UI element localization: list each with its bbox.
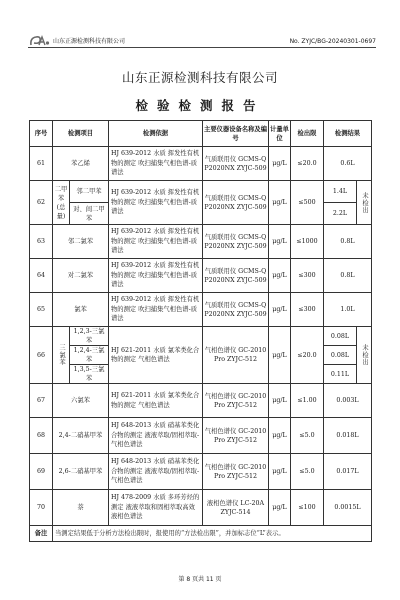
row-item: 2,4-二硝基甲苯 xyxy=(53,418,109,454)
col-basis: 检测依据 xyxy=(109,121,203,147)
table-row xyxy=(30,384,372,418)
row-unit: μg/L xyxy=(269,259,291,293)
table-row xyxy=(30,225,372,259)
col-limit: 检出限 xyxy=(291,121,324,147)
row-basis: HJ 639-2012 水质 挥发性有机物的测定 吹扫捕集气相色谱-质谱法 xyxy=(109,181,203,225)
row-seq: 62 xyxy=(30,181,53,225)
row-item: 苯乙烯 xyxy=(53,147,109,181)
row-result: 0.018L xyxy=(324,418,372,454)
row-limit: ≤1.00 xyxy=(291,384,324,418)
header-company-name: 山东正源检测科技有限公司 xyxy=(53,38,126,45)
row-unit: μg/L xyxy=(269,293,291,327)
row-item xyxy=(53,327,70,384)
col-item: 检测项目 xyxy=(53,121,109,147)
row-seq: 67 xyxy=(30,384,53,418)
row-unit: μg/L xyxy=(269,418,291,454)
row-item: 氯苯 xyxy=(53,293,109,327)
table-row xyxy=(30,418,372,454)
table-row xyxy=(30,490,372,526)
col-instrument: 主要仪器设备名称及编号 xyxy=(203,121,269,147)
row-instrument: 气质联用仪 GCMS-QP2020NX ZYJC-509 xyxy=(203,259,269,293)
row-instrument: 气相色谱仪 GC-2010Pro ZYJC-512 xyxy=(203,418,269,454)
row-basis: HJ 639-2012 水质 挥发性有机物的测定 吹扫捕集气相色谱-质谱法 xyxy=(109,293,203,327)
row-subitem: 1,3,5-三氯苯 xyxy=(70,365,109,384)
row-result: 0.8L xyxy=(324,259,372,293)
row-item: 2,6-二硝基甲苯 xyxy=(53,454,109,490)
row-result: 1.0L xyxy=(324,293,372,327)
row-subitem: 1,2,4-三氯苯 xyxy=(70,346,109,365)
page-number: 第 8 页共 11 页 xyxy=(178,576,222,583)
row-seq: 68 xyxy=(30,418,53,454)
row-limit: ≤5.0 xyxy=(291,454,324,490)
row-seq: 61 xyxy=(30,147,53,181)
merged-result-text: 未检出 xyxy=(361,191,368,214)
row-subitem: 1,2,3-三氯苯 xyxy=(70,327,109,346)
table-row xyxy=(30,327,372,346)
row-instrument: 气相色谱仪 GC-2010Pro ZYJC-512 xyxy=(203,384,269,418)
table-row xyxy=(30,181,372,203)
row-limit: ≤300 xyxy=(291,259,324,293)
row-item: 六氯苯 xyxy=(53,384,109,418)
row-instrument: 气质联用仪 GCMS-QP2020NX ZYJC-509 xyxy=(203,225,269,259)
row-result: 1.4L xyxy=(324,181,357,203)
table-row xyxy=(30,259,372,293)
row-instrument: 气质联用仪 GCMS-QP2020NX ZYJC-509 xyxy=(203,181,269,225)
row-result: 0.017L xyxy=(324,454,372,490)
merged-result-text: 未检出 xyxy=(361,344,368,366)
row-instrument: 气质联用仪 GCMS-QP2020NX ZYJC-509 xyxy=(203,293,269,327)
row-unit: μg/L xyxy=(269,327,291,384)
row-result: 0.003L xyxy=(324,384,372,418)
col-seq: 序号 xyxy=(30,121,53,147)
results-table xyxy=(29,120,372,542)
col-result: 检测结果 xyxy=(324,121,372,147)
remark-label: 备注 xyxy=(30,526,53,542)
row-limit: ≤5.0 xyxy=(291,418,324,454)
row-basis: HJ 621-2011 水质 氯苯类化合物的测定 气相色谱法 xyxy=(109,327,203,384)
row-basis: HJ 621-2011 水质 氯苯类化合物的测定 气相色谱法 xyxy=(109,384,203,418)
page-header xyxy=(28,33,376,48)
row-instrument: 气相色谱仪 GC-2010Pro ZYJC-512 xyxy=(203,454,269,490)
row-seq: 65 xyxy=(30,293,53,327)
row-basis: HJ 639-2012 水质 挥发性有机物的测定 吹扫捕集气相色谱-质谱法 xyxy=(109,225,203,259)
row-seq: 63 xyxy=(30,225,53,259)
row-unit: μg/L xyxy=(269,225,291,259)
table-row xyxy=(30,454,372,490)
row-result: 0.6L xyxy=(324,147,372,181)
row-item: 二甲苯(总量) xyxy=(53,181,70,225)
row-seq: 66 xyxy=(30,327,53,384)
row-result: 0.08L xyxy=(324,327,357,346)
row-item: 萘 xyxy=(53,490,109,526)
row-limit: ≤500 xyxy=(291,181,324,225)
row-limit: ≤20.0 xyxy=(291,147,324,181)
row-unit: μg/L xyxy=(269,454,291,490)
row-unit: μg/L xyxy=(269,181,291,225)
row-merged-result xyxy=(357,181,372,225)
row-result: 0.11L xyxy=(324,365,357,384)
row-subitem: 邻二甲苯 xyxy=(70,181,109,203)
col-unit: 计量单位 xyxy=(269,121,291,147)
row-instrument: 气质联用仪 GCMS-QP2020NX ZYJC-509 xyxy=(203,147,269,181)
row-unit: μg/L xyxy=(269,384,291,418)
row-basis: HJ 648-2013 水质 硝基苯类化合物的测定 液液萃取/固相萃取-气相色谱法 xyxy=(109,418,203,454)
remark-text: 当测定结果低于分析方法检出限时，报使用的“方法检出限”，并加标志位“L”表示。 xyxy=(53,526,372,542)
row-limit: ≤1000 xyxy=(291,225,324,259)
table-row xyxy=(30,293,372,327)
row-result: 2.2L xyxy=(324,203,357,225)
row-subitem: 对、间二甲苯 xyxy=(70,203,109,225)
row-result: 0.08L xyxy=(324,346,357,365)
row-unit: μg/L xyxy=(269,490,291,526)
row-item: 对二氯苯 xyxy=(53,259,109,293)
row-item: 邻二氯苯 xyxy=(53,225,109,259)
row-basis: HJ 648-2013 水质 硝基苯类化合物的测定 液液萃取/固相萃取-气相色谱法 xyxy=(109,454,203,490)
company-logo-icon xyxy=(28,35,50,47)
report-title: 检验检测报告 xyxy=(135,98,265,113)
row-limit: ≤20.0 xyxy=(291,327,324,384)
row-seq: 70 xyxy=(30,490,53,526)
row-limit: ≤100 xyxy=(291,490,324,526)
row-seq: 69 xyxy=(30,454,53,490)
row-unit: μg/L xyxy=(269,147,291,181)
row-merged-result xyxy=(357,327,372,384)
row-result: 0.8L xyxy=(324,225,372,259)
row-seq: 64 xyxy=(30,259,53,293)
row-basis: HJ 639-2012 水质 挥发性有机物的测定 吹扫捕集气相色谱-质谱法 xyxy=(109,259,203,293)
report-number: No. ZYJC/BG-20240301-0697 xyxy=(289,38,376,45)
row-basis: HJ 478-2009 水质 多环芳烃的测定 液液萃取和固相萃取高效液相色谱法 xyxy=(109,490,203,526)
row-item-text: 三氯苯 xyxy=(58,344,65,366)
row-result: 0.0015L xyxy=(324,490,372,526)
table-header-row xyxy=(30,121,372,147)
row-basis: HJ 639-2012 水质 挥发性有机物的测定 吹扫捕集气相色谱-质谱法 xyxy=(109,147,203,181)
company-title: 山东正源检测科技有限公司 xyxy=(121,70,278,85)
row-instrument: 气相色谱仪 GC-2010Pro ZYJC-512 xyxy=(203,327,269,384)
remark-row xyxy=(30,526,372,542)
table-row xyxy=(30,147,372,181)
row-limit: ≤300 xyxy=(291,293,324,327)
row-instrument: 液相色谱仪 LC-20A ZYJC-514 xyxy=(203,490,269,526)
